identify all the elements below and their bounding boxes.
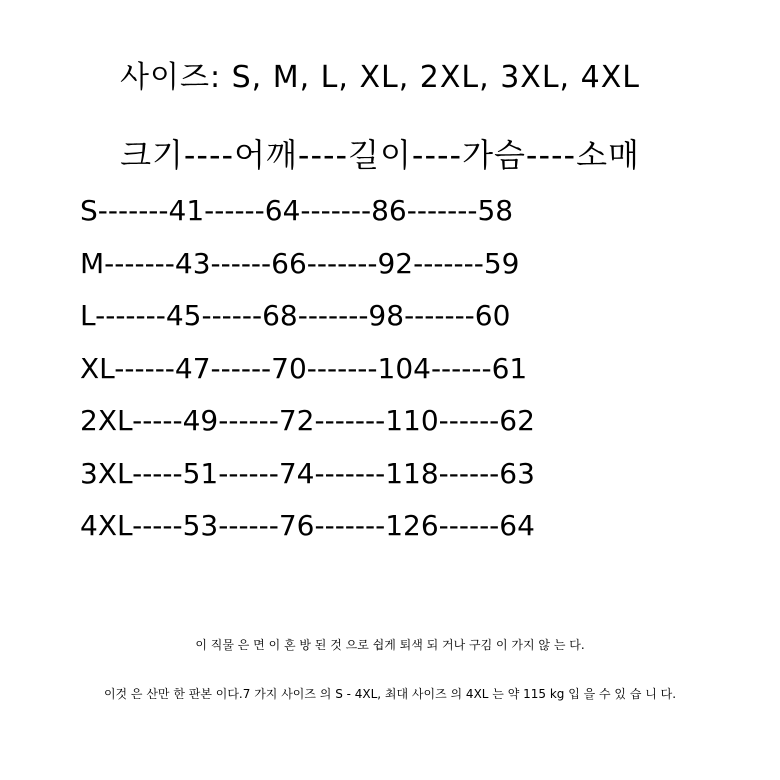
size-row-l: L-------45------68-------98-------60 [80, 299, 511, 332]
fit-note: 이것 은 산만 한 판본 이다.7 가지 사이즈 의 S - 4XL, 최대 사이즈 의 4XL 는 약 115 kg 입 을 수 있 습 니 다. [103, 687, 677, 701]
size-row-2xl: 2XL-----49------72-------110------62 [80, 404, 535, 437]
size-chart-rows [80, 190, 740, 558]
size-list-heading: 사이즈: S, M, L, XL, 2XL, 3XL, 4XL [120, 60, 640, 95]
fabric-note: 이 직물 은 면 이 혼 방 된 것 으로 쉽게 퇴색 되 거나 구김 이 가지 않 는 다. [195, 638, 585, 652]
size-row-3xl: 3XL-----51------74-------118------63 [80, 456, 535, 490]
size-row-s: S-------41------64-------86-------58 [80, 194, 514, 227]
size-row-4xl: 4XL-----53------76-------126------64 [80, 509, 535, 542]
measurement-column-header: 크기----어깨----길이----가슴----소매 [120, 136, 640, 174]
size-row-m: M-------43------66-------92-------59 [80, 246, 520, 280]
size-row-xl: XL------47------70-------104------61 [80, 351, 528, 385]
